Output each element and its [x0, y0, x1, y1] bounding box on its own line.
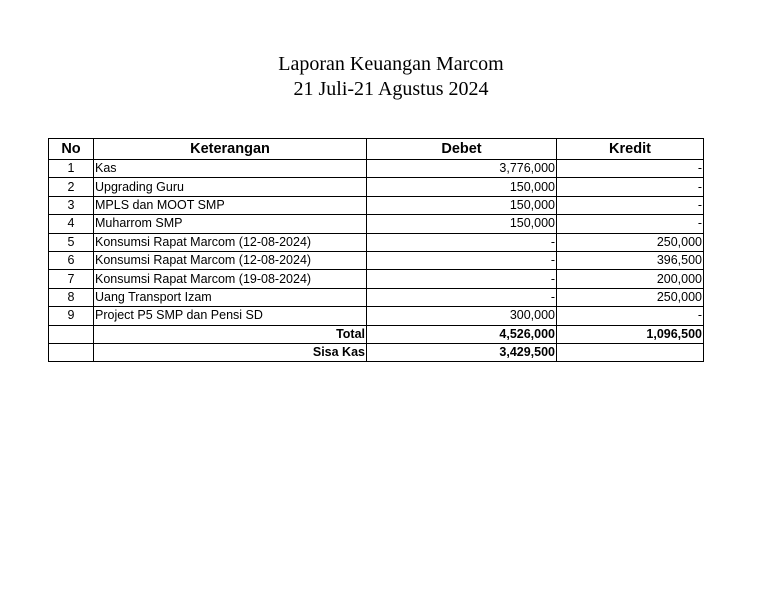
- row-no: 5: [49, 233, 94, 251]
- table-row: [49, 233, 704, 251]
- table-row: [49, 307, 704, 325]
- row-no: 2: [49, 178, 94, 196]
- table-header-row: [49, 139, 704, 160]
- column-header-no: No: [49, 139, 94, 160]
- table-row: [49, 160, 704, 178]
- report-header: [0, 52, 768, 102]
- row-kredit: -: [557, 307, 704, 325]
- row-keterangan: Muharrom SMP: [94, 215, 367, 233]
- row-debet: -: [367, 251, 557, 269]
- row-kredit: 250,000: [557, 288, 704, 306]
- row-debet: 150,000: [367, 196, 557, 214]
- row-kredit: -: [557, 160, 704, 178]
- table-row: [49, 196, 704, 214]
- sisa-no-cell: [49, 343, 94, 361]
- row-debet: 300,000: [367, 307, 557, 325]
- row-no: 6: [49, 251, 94, 269]
- report-title: Laporan Keuangan Marcom: [278, 53, 504, 75]
- row-keterangan: Konsumsi Rapat Marcom (19-08-2024): [94, 270, 367, 288]
- total-debet: 4,526,000: [367, 325, 557, 343]
- row-kredit: 250,000: [557, 233, 704, 251]
- column-header-keterangan: Keterangan: [94, 139, 367, 160]
- row-kredit: 396,500: [557, 251, 704, 269]
- row-kredit: 200,000: [557, 270, 704, 288]
- row-kredit: -: [557, 215, 704, 233]
- sisa-kas-row: [49, 343, 704, 361]
- row-no: 4: [49, 215, 94, 233]
- row-kredit: -: [557, 196, 704, 214]
- row-keterangan: Uang Transport Izam: [94, 288, 367, 306]
- row-debet: 3,776,000: [367, 160, 557, 178]
- sisa-kas-kredit: [557, 343, 704, 361]
- total-kredit: 1,096,500: [557, 325, 704, 343]
- table-row: [49, 251, 704, 269]
- column-header-kredit: Kredit: [557, 139, 704, 160]
- row-no: 3: [49, 196, 94, 214]
- total-row: [49, 325, 704, 343]
- row-kredit: -: [557, 178, 704, 196]
- row-no: 8: [49, 288, 94, 306]
- row-keterangan: Project P5 SMP dan Pensi SD: [94, 307, 367, 325]
- table-row: [49, 270, 704, 288]
- row-debet: -: [367, 288, 557, 306]
- row-keterangan: Konsumsi Rapat Marcom (12-08-2024): [94, 233, 367, 251]
- row-keterangan: MPLS dan MOOT SMP: [94, 196, 367, 214]
- report-period: 21 Juli-21 Agustus 2024: [293, 78, 489, 100]
- total-no-cell: [49, 325, 94, 343]
- row-no: 7: [49, 270, 94, 288]
- row-debet: 150,000: [367, 178, 557, 196]
- sisa-kas-label: Sisa Kas: [94, 343, 367, 361]
- row-debet: -: [367, 233, 557, 251]
- row-no: 9: [49, 307, 94, 325]
- table-row: [49, 215, 704, 233]
- row-debet: 150,000: [367, 215, 557, 233]
- column-header-debet: Debet: [367, 139, 557, 160]
- row-keterangan: Upgrading Guru: [94, 178, 367, 196]
- total-label: Total: [94, 325, 367, 343]
- finance-table: [48, 138, 704, 362]
- row-debet: -: [367, 270, 557, 288]
- sisa-kas-debet: 3,429,500: [367, 343, 557, 361]
- row-keterangan: Kas: [94, 160, 367, 178]
- row-no: 1: [49, 160, 94, 178]
- table-row: [49, 288, 704, 306]
- row-keterangan: Konsumsi Rapat Marcom (12-08-2024): [94, 251, 367, 269]
- table-row: [49, 178, 704, 196]
